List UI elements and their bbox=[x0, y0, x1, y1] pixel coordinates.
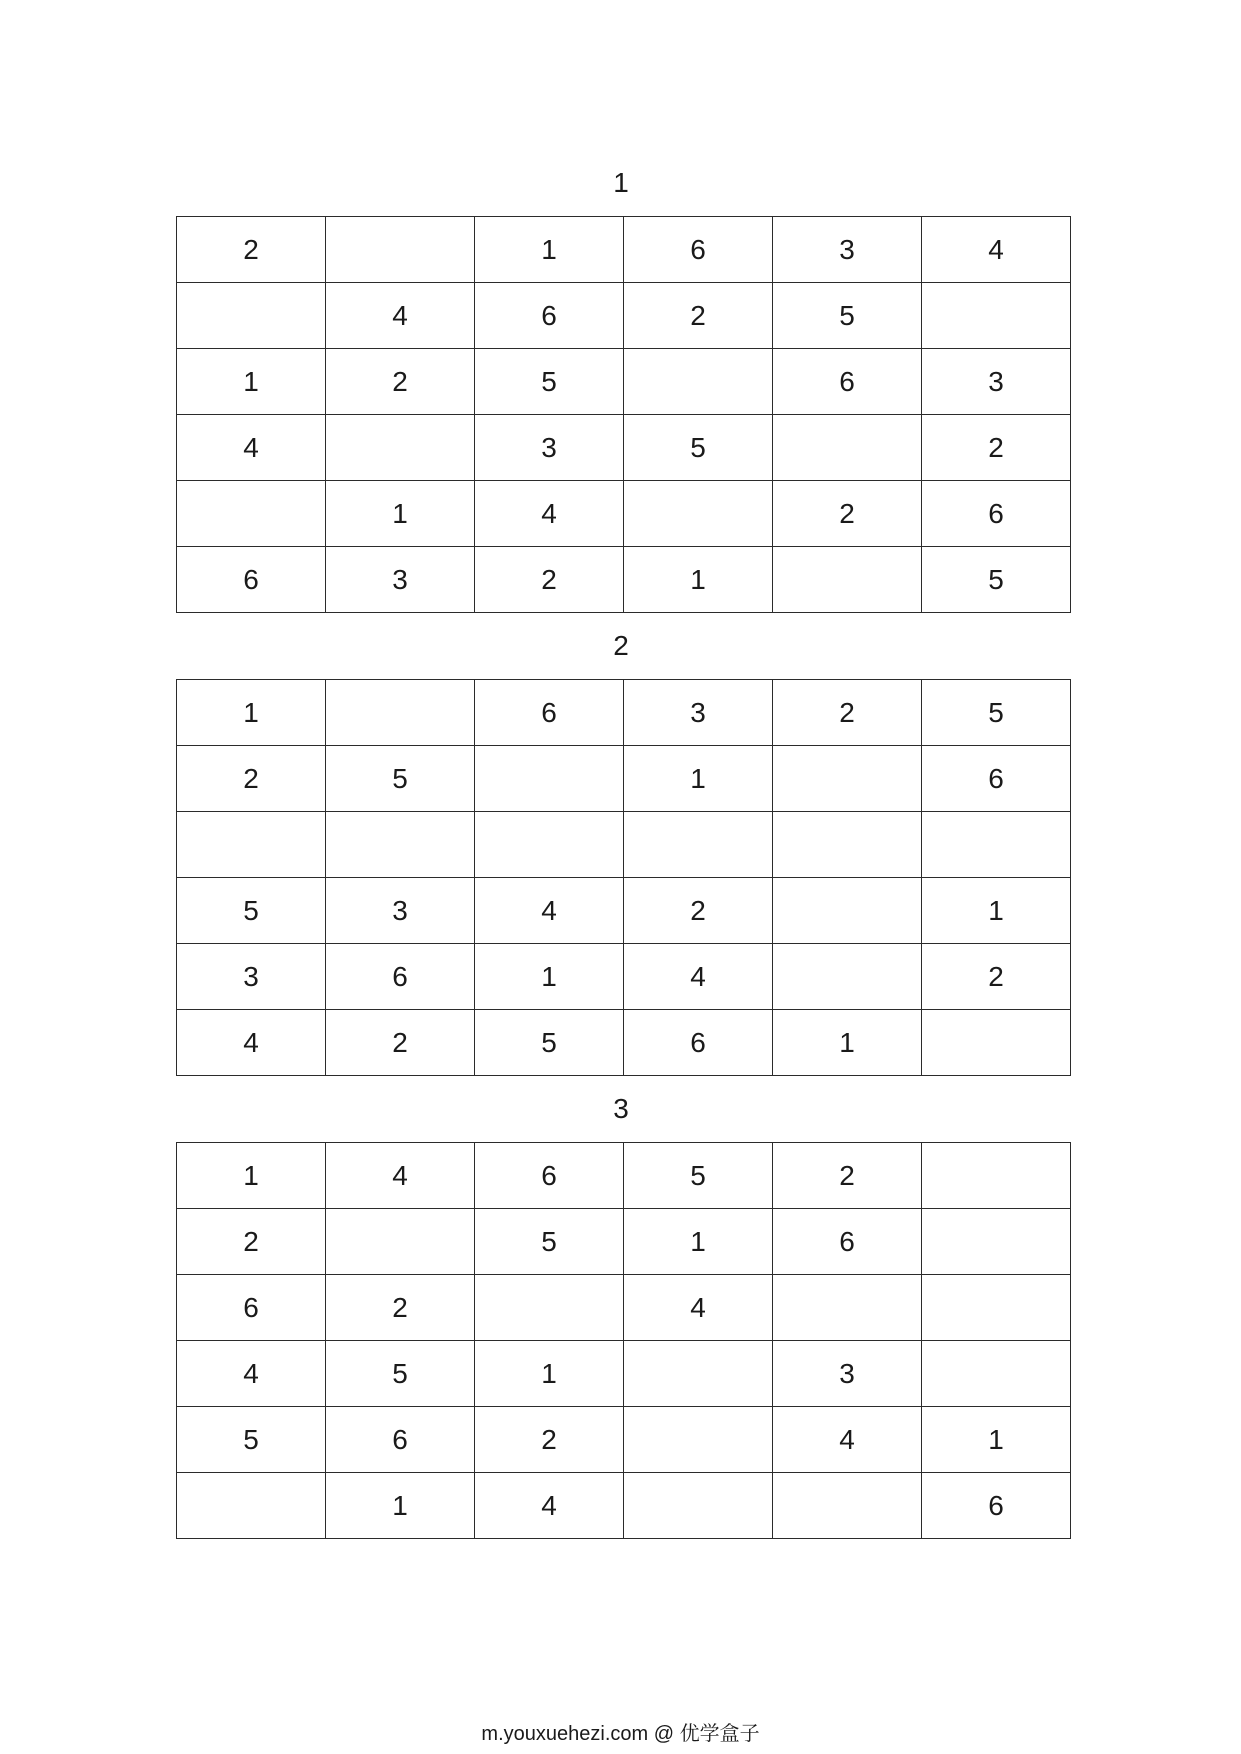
grid-cell: 6 bbox=[326, 944, 475, 1010]
grid-cell bbox=[326, 415, 475, 481]
grid-cell: 5 bbox=[475, 1209, 624, 1275]
grid-cell: 1 bbox=[624, 746, 773, 812]
grid-cell: 4 bbox=[177, 415, 326, 481]
grid-cell: 4 bbox=[773, 1407, 922, 1473]
grid-cell bbox=[922, 812, 1071, 878]
grid-cell: 3 bbox=[326, 878, 475, 944]
table-row bbox=[177, 349, 1071, 415]
grid-cell bbox=[922, 1143, 1071, 1209]
grid-cell: 1 bbox=[922, 878, 1071, 944]
grid-cell: 1 bbox=[326, 1473, 475, 1539]
grid-cell: 1 bbox=[177, 680, 326, 746]
table-row bbox=[177, 547, 1071, 613]
grid-cell: 6 bbox=[177, 1275, 326, 1341]
grid-cell bbox=[177, 812, 326, 878]
grid-cell: 4 bbox=[475, 1473, 624, 1539]
grid-cell: 4 bbox=[177, 1341, 326, 1407]
grid-cell bbox=[177, 1473, 326, 1539]
grid-cell bbox=[773, 812, 922, 878]
grid-cell bbox=[773, 547, 922, 613]
table-row bbox=[177, 1341, 1071, 1407]
grid-cell: 1 bbox=[475, 217, 624, 283]
grid-cell bbox=[177, 283, 326, 349]
grid-cell bbox=[326, 1209, 475, 1275]
grid-cell: 5 bbox=[922, 680, 1071, 746]
grid-cell bbox=[326, 680, 475, 746]
table-row bbox=[177, 1143, 1071, 1209]
grid-cell bbox=[624, 1473, 773, 1539]
grid-cell: 1 bbox=[475, 1341, 624, 1407]
grid-cell: 2 bbox=[326, 1010, 475, 1076]
grid-cell bbox=[326, 812, 475, 878]
table-row bbox=[177, 680, 1071, 746]
grid-cell: 6 bbox=[475, 283, 624, 349]
grid-cell: 4 bbox=[922, 217, 1071, 283]
grid-cell: 6 bbox=[773, 349, 922, 415]
grid-cell: 3 bbox=[922, 349, 1071, 415]
grid-cell: 1 bbox=[624, 1209, 773, 1275]
table-row bbox=[177, 1010, 1071, 1076]
grid-cell: 3 bbox=[177, 944, 326, 1010]
puzzle-1-title: 1 bbox=[613, 167, 629, 198]
grid-cell bbox=[773, 1473, 922, 1539]
grid-cell: 4 bbox=[624, 1275, 773, 1341]
grid-cell: 2 bbox=[475, 547, 624, 613]
grid-cell: 6 bbox=[177, 547, 326, 613]
table-row bbox=[177, 1473, 1071, 1539]
grid-cell: 1 bbox=[475, 944, 624, 1010]
grid-cell: 6 bbox=[624, 217, 773, 283]
table-row bbox=[177, 1275, 1071, 1341]
grid-cell: 3 bbox=[773, 1341, 922, 1407]
grid-cell bbox=[624, 349, 773, 415]
grid-cell bbox=[624, 481, 773, 547]
grid-cell: 5 bbox=[326, 1341, 475, 1407]
grid-cell: 3 bbox=[475, 415, 624, 481]
grid-cell bbox=[773, 415, 922, 481]
grid-cell: 5 bbox=[475, 1010, 624, 1076]
grid-cell: 1 bbox=[326, 481, 475, 547]
grid-cell: 2 bbox=[922, 944, 1071, 1010]
grid-cell bbox=[326, 217, 475, 283]
grid-cell bbox=[922, 1209, 1071, 1275]
footer-watermark: m.youxuehezi.com @ 优学盒子 bbox=[481, 1723, 760, 1745]
grid-cell: 2 bbox=[773, 680, 922, 746]
grid-cell bbox=[922, 283, 1071, 349]
table-row bbox=[177, 283, 1071, 349]
grid-cell: 2 bbox=[177, 1209, 326, 1275]
table-row bbox=[177, 1407, 1071, 1473]
grid-cell bbox=[624, 1407, 773, 1473]
grid-cell bbox=[922, 1341, 1071, 1407]
grid-cell: 5 bbox=[475, 349, 624, 415]
puzzle-1-grid bbox=[176, 216, 1071, 613]
grid-cell bbox=[624, 812, 773, 878]
grid-cell: 3 bbox=[624, 680, 773, 746]
table-row bbox=[177, 217, 1071, 283]
grid-cell: 5 bbox=[922, 547, 1071, 613]
table-row bbox=[177, 481, 1071, 547]
grid-cell: 5 bbox=[177, 878, 326, 944]
grid-cell: 2 bbox=[773, 481, 922, 547]
grid-cell: 2 bbox=[475, 1407, 624, 1473]
grid-cell bbox=[773, 1275, 922, 1341]
grid-cell: 3 bbox=[773, 217, 922, 283]
grid-cell: 6 bbox=[475, 1143, 624, 1209]
grid-cell bbox=[624, 1341, 773, 1407]
grid-cell bbox=[177, 481, 326, 547]
grid-cell: 6 bbox=[624, 1010, 773, 1076]
grid-cell: 4 bbox=[624, 944, 773, 1010]
grid-cell: 2 bbox=[922, 415, 1071, 481]
grid-cell bbox=[922, 1010, 1071, 1076]
grid-cell: 5 bbox=[326, 746, 475, 812]
grid-cell bbox=[773, 878, 922, 944]
grid-cell: 6 bbox=[773, 1209, 922, 1275]
grid-cell: 2 bbox=[177, 746, 326, 812]
table-row bbox=[177, 812, 1071, 878]
grid-cell: 4 bbox=[326, 283, 475, 349]
grid-cell: 1 bbox=[177, 1143, 326, 1209]
grid-cell: 4 bbox=[177, 1010, 326, 1076]
grid-cell: 2 bbox=[177, 217, 326, 283]
grid-cell: 2 bbox=[773, 1143, 922, 1209]
grid-cell: 2 bbox=[326, 349, 475, 415]
grid-cell: 2 bbox=[326, 1275, 475, 1341]
grid-cell: 6 bbox=[922, 746, 1071, 812]
grid-cell: 2 bbox=[624, 878, 773, 944]
grid-cell: 5 bbox=[624, 415, 773, 481]
grid-cell: 5 bbox=[624, 1143, 773, 1209]
table-row bbox=[177, 878, 1071, 944]
table-row bbox=[177, 944, 1071, 1010]
grid-cell: 5 bbox=[177, 1407, 326, 1473]
grid-cell: 1 bbox=[624, 547, 773, 613]
grid-cell: 4 bbox=[326, 1143, 475, 1209]
grid-cell: 4 bbox=[475, 878, 624, 944]
grid-cell: 1 bbox=[922, 1407, 1071, 1473]
grid-cell bbox=[773, 944, 922, 1010]
grid-cell: 4 bbox=[475, 481, 624, 547]
grid-cell: 2 bbox=[624, 283, 773, 349]
grid-cell bbox=[475, 812, 624, 878]
grid-cell bbox=[475, 746, 624, 812]
grid-cell: 3 bbox=[326, 547, 475, 613]
grid-cell: 6 bbox=[475, 680, 624, 746]
grid-cell: 1 bbox=[773, 1010, 922, 1076]
grid-cell: 6 bbox=[922, 1473, 1071, 1539]
puzzle-2-grid bbox=[176, 679, 1071, 1076]
grid-cell: 6 bbox=[326, 1407, 475, 1473]
grid-cell: 6 bbox=[922, 481, 1071, 547]
grid-cell: 1 bbox=[177, 349, 326, 415]
table-row bbox=[177, 746, 1071, 812]
grid-cell: 5 bbox=[773, 283, 922, 349]
grid-cell bbox=[475, 1275, 624, 1341]
grid-cell bbox=[922, 1275, 1071, 1341]
table-row bbox=[177, 1209, 1071, 1275]
puzzle-3-grid bbox=[176, 1142, 1071, 1539]
puzzle-3-title: 3 bbox=[613, 1093, 629, 1124]
table-row bbox=[177, 415, 1071, 481]
grid-cell bbox=[773, 746, 922, 812]
puzzle-2-title: 2 bbox=[613, 630, 629, 661]
